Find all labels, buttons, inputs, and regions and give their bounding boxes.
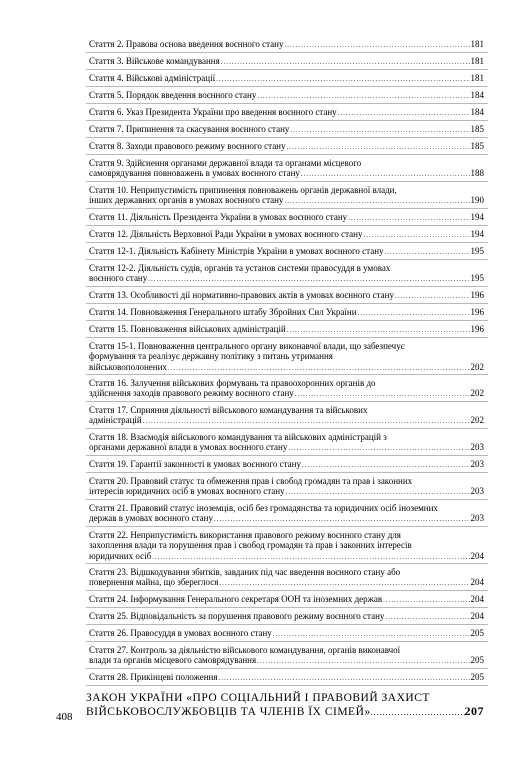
leader-dots <box>219 577 469 589</box>
leader-dots <box>287 141 470 153</box>
toc-entry <box>86 625 488 642</box>
leader-dots <box>273 628 470 640</box>
leader-dots <box>257 655 469 667</box>
toc-entry <box>86 260 488 287</box>
toc-entry-title-line: Стаття 25. Відповідальність за порушення правового режиму воєнного стану <box>89 610 385 621</box>
toc-entry <box>86 182 488 209</box>
toc-entry-page: 185 <box>470 140 484 151</box>
toc-entry-title-line: держав в умовах воєнного стану <box>89 513 213 523</box>
toc-entry-page: 202 <box>470 388 484 398</box>
toc-entry <box>86 87 488 104</box>
toc-entry-title-line: Стаття 28. Прикінцеві положення <box>89 671 218 682</box>
toc-entry <box>86 429 488 456</box>
leader-dots <box>286 486 470 498</box>
toc-entry <box>86 104 488 121</box>
toc-entry <box>86 527 488 564</box>
toc-entry <box>86 321 488 338</box>
leader-dots <box>257 90 469 102</box>
toc-entry-title-line: Стаття 18. Взаємодія військового командування та військових адміністрацій з <box>89 431 387 442</box>
toc-entry-title-line: Стаття 4. Військові адміністрації <box>89 72 216 83</box>
toc-entry <box>86 375 488 402</box>
toc-entry-title-line: Стаття 5. Порядок введення воєнного стану <box>89 89 257 100</box>
toc-entry <box>86 70 488 87</box>
toc-entry-title-line: Стаття 22. Неприпустимість використання правового режиму воєнного стану для <box>89 529 401 540</box>
toc-entry-title-line: органами державної влади в умовах воєнного стану <box>89 442 288 452</box>
toc-entry-title-line: самоврядування повноважень в умовах воєнного стану <box>89 168 300 178</box>
toc-entry-page: 190 <box>470 195 484 205</box>
leader-dots <box>284 39 469 51</box>
toc-entry-page: 205 <box>470 671 484 682</box>
toc-entry <box>86 402 488 429</box>
toc-entry-page: 185 <box>470 123 484 134</box>
toc-entry <box>86 591 488 608</box>
toc-entry-title-line: Стаття 3. Військове командування <box>89 55 220 66</box>
toc-entry-title-line: Стаття 16. Залучення військових формувань та правоохоронних органів до <box>89 377 376 388</box>
toc-entry-page: 181 <box>470 38 484 49</box>
leader-dots <box>214 513 470 525</box>
toc-entry-page: 204 <box>470 550 484 561</box>
toc-entry-title-line: захоплення влади та порушення прав і свобод громадян та прав і законних інтересів <box>89 540 412 550</box>
leader-dots <box>302 459 470 471</box>
toc-entry-title-line: Стаття 6. Указ Президента України про введення воєнного стану <box>89 106 337 117</box>
toc-entry-title-line: Стаття 26. Правосуддя в умовах воєнного стану <box>89 627 272 638</box>
toc-entry-title-line: Стаття 23. Відшкодування збитків, завданих під час введення воєнного стану або <box>89 566 401 577</box>
toc-entry-page: 194 <box>470 228 484 239</box>
toc-entry <box>86 226 488 243</box>
toc-entry-page: 196 <box>470 323 484 334</box>
leader-dots <box>148 273 469 285</box>
toc-entry <box>86 473 488 500</box>
leader-dots <box>301 168 470 180</box>
leader-dots <box>385 246 470 258</box>
leader-dots <box>348 212 469 224</box>
toc-entry <box>86 36 488 53</box>
leader-dots <box>287 324 470 336</box>
toc-entry-title-line: Стаття 12. Діяльність Верховної Ради України в умовах воєнного стану <box>89 228 363 239</box>
toc-entry-page: 204 <box>470 577 484 587</box>
leader-dots <box>358 307 470 319</box>
toc-entry <box>86 155 488 182</box>
toc-entry-title-line: Стаття 21. Правовий статус іноземців, осіб без громадянства та юридичних осіб іноземних <box>89 502 438 513</box>
leader-dots <box>168 362 470 374</box>
toc-entry <box>86 500 488 527</box>
toc-entry-page: 196 <box>470 289 484 300</box>
toc-entry-page: 202 <box>470 361 484 372</box>
law-heading <box>86 692 488 719</box>
toc-entry-title-line: Стаття 20. Правовий статус та обмеження прав і свобод громадян та прав і законних <box>89 475 413 486</box>
toc-entry-page: 203 <box>470 486 484 496</box>
law-heading-line1: ЗАКОН УКРАЇНИ «ПРО СОЦІАЛЬНИЙ І ПРАВОВИЙ ЗАХИСТ <box>86 692 430 704</box>
toc-entry <box>86 243 488 260</box>
toc-entry <box>86 669 488 686</box>
toc-entry-title-line: юридичних осіб <box>89 550 152 561</box>
toc-entry-title-line: Стаття 9. Здійснення органами державної влади та органами місцевого <box>89 157 362 168</box>
table-of-contents <box>86 36 488 686</box>
toc-entry-title-line: військовополонених <box>89 361 167 372</box>
leader-dots <box>371 706 465 719</box>
law-heading-page: 207 <box>464 704 484 718</box>
toc-entry-page: 194 <box>470 211 484 222</box>
toc-entry-page: 195 <box>470 245 484 256</box>
toc-entry-title-line: здійснення заходів правового режиму воєнного стану <box>89 388 294 398</box>
toc-entry-title-line: адміністрацій <box>89 415 142 425</box>
toc-entry-page: 195 <box>470 273 484 283</box>
toc-entry-title-line: Стаття 19. Гарантії законності в умовах воєнного стану <box>89 458 301 469</box>
leader-dots <box>216 73 469 85</box>
toc-entry-title-line: Стаття 15. Повноваження військових адміністрацій <box>89 323 286 334</box>
toc-entry <box>86 338 488 375</box>
toc-entry-title-line: Стаття 12-2. Діяльність судів, органів та установ системи правосуддя в умовах <box>89 262 391 273</box>
toc-entry-page: 184 <box>470 106 484 117</box>
leader-dots <box>290 124 469 136</box>
toc-entry-title-line: Стаття 14. Повноваження Генерального штабу Збройних Сил України <box>89 306 357 317</box>
toc-entry-title-line: Стаття 12-1. Діяльність Кабінету Міністрів України в умовах воєнного стану <box>89 245 384 256</box>
toc-entry-title-line: повернення майна, що збереглося <box>89 577 219 587</box>
toc-entry-page: 204 <box>470 610 484 621</box>
leader-dots <box>218 672 469 684</box>
leader-dots <box>385 611 469 623</box>
toc-entry-title-line: Стаття 11. Діяльність Президента України в умовах воєнного стану <box>89 211 348 222</box>
toc-entry-page: 205 <box>470 627 484 638</box>
toc-entry <box>86 608 488 625</box>
toc-entry <box>86 121 488 138</box>
toc-entry <box>86 209 488 226</box>
leader-dots <box>221 56 470 68</box>
toc-entry <box>86 304 488 321</box>
toc-entry <box>86 564 488 591</box>
toc-entry-page: 184 <box>470 89 484 100</box>
toc-entry-page: 204 <box>470 593 484 604</box>
toc-entry <box>86 287 488 304</box>
leader-dots <box>295 388 470 400</box>
toc-entry-title-line: Стаття 2. Правова основа введення воєнного стану <box>89 38 284 49</box>
leader-dots <box>152 551 469 563</box>
toc-entry-title-line: Стаття 24. Інформування Генерального секретаря ООН та іноземних держав <box>89 593 383 604</box>
toc-entry-page: 181 <box>470 72 484 83</box>
toc-entry <box>86 456 488 473</box>
toc-entry-title-line: Стаття 15-1. Повноваження центрального органу виконавчої влади, що забезпечує <box>89 340 405 351</box>
toc-entry-title-line: Стаття 8. Заходи правового режиму воєнного стану <box>89 140 286 151</box>
toc-entry-page: 203 <box>470 442 484 452</box>
toc-entry-title-line: Стаття 10. Неприпустимість припинення повноважень органів державної влади, <box>89 184 397 195</box>
toc-entry-page: 202 <box>470 415 484 425</box>
page-number: 408 <box>56 711 73 723</box>
toc-entry-page: 205 <box>470 655 484 665</box>
toc-entry-title-line: Стаття 13. Особливості дії нормативно-правових актів в умовах воєнного стану <box>89 289 394 300</box>
toc-entry-title-line: воєнного стану <box>89 273 148 283</box>
leader-dots <box>383 594 469 606</box>
toc-entry-title-line: інших державних органів в умовах воєнного стану <box>89 195 284 205</box>
toc-entry-page: 181 <box>470 55 484 66</box>
leader-dots <box>288 442 469 454</box>
toc-entry-page: 196 <box>470 306 484 317</box>
toc-entry-title-line: Стаття 27. Контроль за діяльністю військового командування, органів виконавчої <box>89 644 401 655</box>
toc-entry-page: 203 <box>470 458 484 469</box>
toc-entry-page: 203 <box>470 513 484 523</box>
toc-entry-title-line: влади та органів місцевого самоврядування <box>89 655 257 665</box>
toc-entry-title-line: формування та реалізує державну політику з питань утримання <box>89 351 333 361</box>
toc-entry-title-line: Стаття 7. Припинення та скасування воєнного стану <box>89 123 290 134</box>
law-heading-line2: ВІЙСЬКОВОСЛУЖБОВЦІВ ТА ЧЛЕНІВ ЇХ СІМЕЙ» <box>86 706 371 718</box>
toc-entry <box>86 642 488 669</box>
leader-dots <box>363 229 469 241</box>
toc-entry-title-line: Стаття 17. Сприяння діяльності військового командування та військових <box>89 404 368 415</box>
leader-dots <box>143 415 470 427</box>
toc-entry-page: 188 <box>470 168 484 178</box>
leader-dots <box>338 107 470 119</box>
leader-dots <box>284 195 469 207</box>
toc-entry <box>86 138 488 155</box>
toc-entry <box>86 53 488 70</box>
leader-dots <box>395 290 470 302</box>
toc-entry-title-line: інтересів юридичних осіб в умовах воєнного стану <box>89 486 285 496</box>
